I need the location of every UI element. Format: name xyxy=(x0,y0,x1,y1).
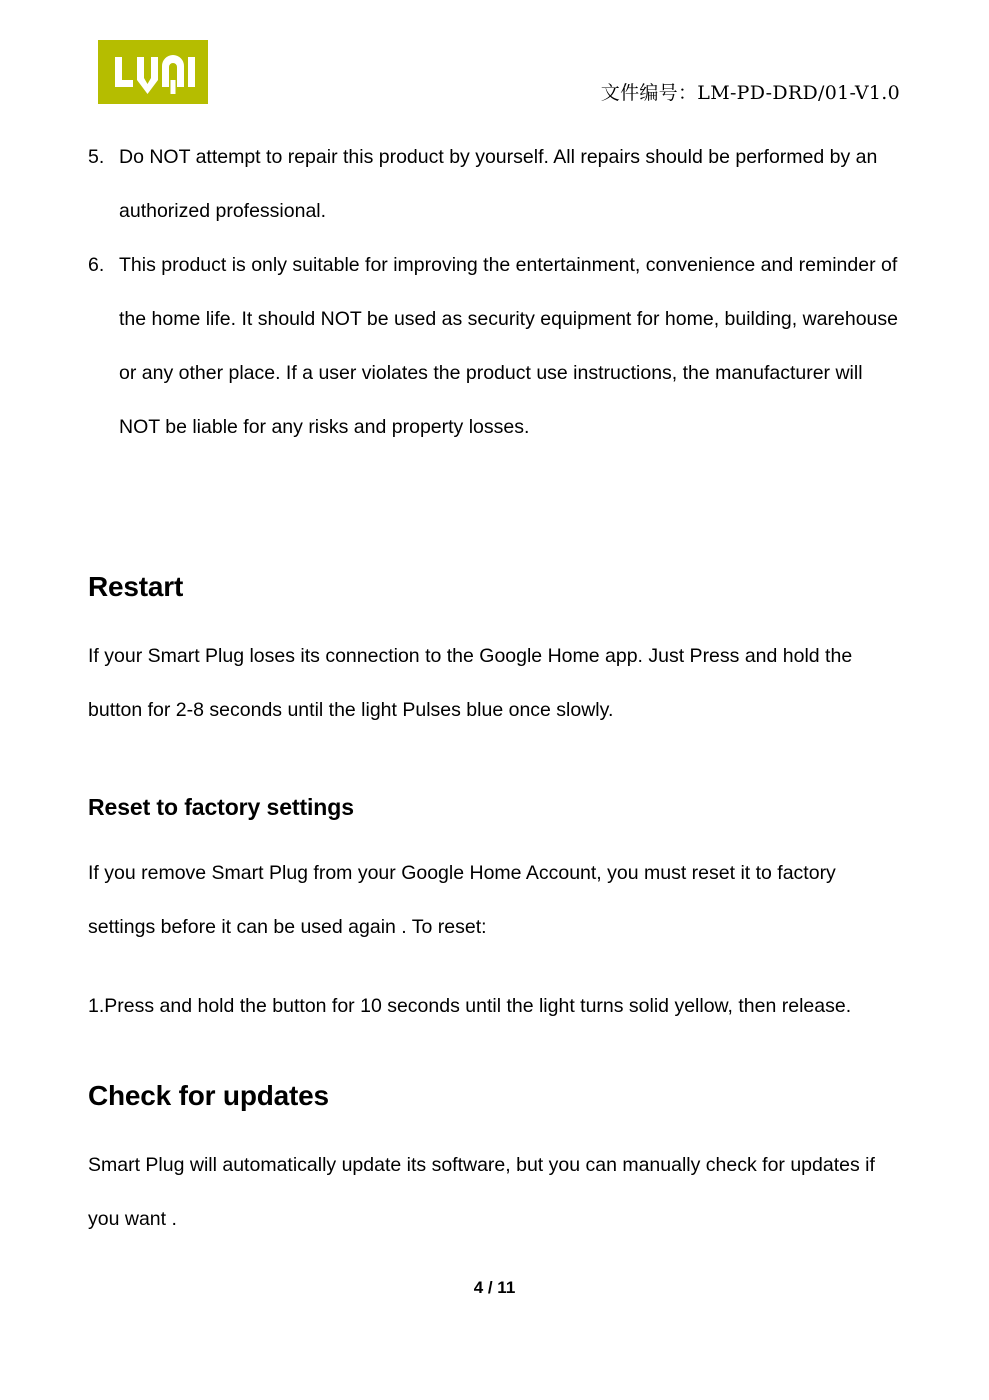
page-header xyxy=(0,0,989,120)
section-spacer xyxy=(88,603,900,629)
section-spacer xyxy=(88,1033,900,1081)
section-spacer xyxy=(88,1112,900,1138)
paragraph-updates-body: Smart Plug will automatically update its software, but you can manually check for updates if you want . xyxy=(88,1153,875,1230)
paragraph-reset-step-1: 1.Press and hold the button for 10 seconds until the light turns solid yellow, then release. xyxy=(88,995,852,1018)
section-spacer xyxy=(88,954,900,979)
section-spacer xyxy=(88,737,900,795)
list-item-text: Do NOT attempt to repair this product by yourself. All repairs should be performed by an authorized professional. xyxy=(119,146,878,222)
heading-check-for-updates: Check for updates xyxy=(88,1080,329,1112)
paragraph-restart-body: If your Smart Plug loses its connection to the Google Home app. Just Press and hold the button for 2-8 seconds until the light Pulses blue once slowly. xyxy=(88,644,853,721)
section-spacer xyxy=(88,820,900,846)
list-item-marker: 5. xyxy=(88,146,105,168)
page-footer: 4 / 11 xyxy=(473,1278,516,1297)
list-item-text: This product is only suitable for improving the entertainment, convenience and reminder of the home life. It should NOT be used as security equipment for home, building, warehouse or any other place. If a user violates the product use instructions, the manufacturer will NOT be liable for any risks and property losses. xyxy=(119,254,898,438)
list-item xyxy=(88,130,900,238)
list-item-marker: 6. xyxy=(88,254,105,276)
section-spacer xyxy=(88,454,900,572)
document-content xyxy=(88,130,900,1246)
lumi-logo xyxy=(98,40,208,104)
list-item xyxy=(88,238,900,454)
heading-reset-to-factory-settings: Reset to factory settings xyxy=(88,793,354,820)
paragraph-reset-body: If you remove Smart Plug from your Google Home Account, you must reset it to factory settings before it can be used again . To reset: xyxy=(88,862,836,939)
lumi-logo-icon xyxy=(98,40,208,104)
document-number: 文件编号：LM-PD-DRD/01-V1.0 xyxy=(600,82,900,104)
heading-restart: Restart xyxy=(88,571,184,602)
